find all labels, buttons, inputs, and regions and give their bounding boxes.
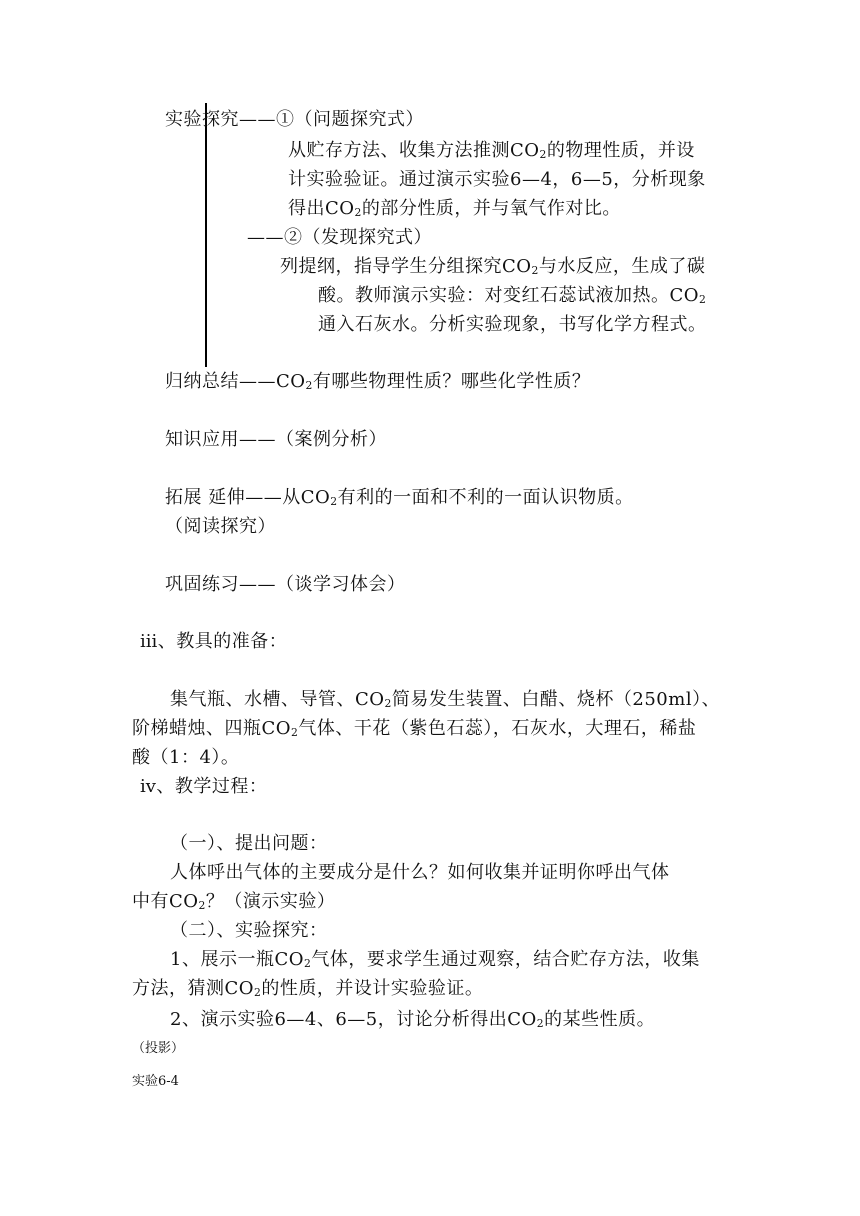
question-line-1: 人体呼出气体的主要成分是什么？如何收集并证明你呼出气体 (170, 862, 670, 883)
flow-application: 知识应用——（案例分析） (165, 429, 387, 450)
flow-connector-line (205, 103, 207, 367)
flow-exp1-line-2: 计实验验证。通过演示实验6—4，6—5，分析现象 (288, 169, 706, 190)
flow-consolidation: 巩固练习——（谈学习体会） (165, 574, 406, 595)
experiment-caption: 实验6-4 (132, 1074, 179, 1089)
flow-exp1-line-1: 从贮存方法、收集方法推测$CO_2$的物理性质，并设 (288, 140, 695, 162)
paragraph-1-line-2: 方法，猜测$CO_2$的性质，并设计实验验证。 (132, 978, 484, 1000)
paragraph-1-line-1: 1、展示一瓶$CO_2$气体，要求学生通过观察，结合贮存方法，收集 (170, 949, 700, 971)
flow-experiment-label: 实验探究——①（问题探究式） (165, 109, 424, 130)
flow-exp2-line-2: 酸。教师演示实验：对变红石蕊试液加热。$CO_2$ (318, 285, 707, 307)
section-3-line-3: 酸（1：4）。 (132, 747, 240, 768)
subsection-2-heading: （二）、实验探究： (170, 920, 328, 941)
flow-exp1-line-3: 得出$CO_2$的部分性质，并与氧气作对比。 (288, 198, 621, 220)
flow-extension: 拓展 延伸——从$CO_2$有利的一面和不利的一面认识物质。 (165, 487, 634, 509)
section-4-heading: ⅳ、教学过程： (140, 776, 268, 797)
flow-exp2-line-1: 列提纲，指导学生分组探究$CO_2$与水反应，生成了碳 (280, 256, 706, 278)
section-3-line-1: 集气瓶、水槽、导管、$CO_2$简易发生装置、白醋、烧杯（250ml）、 (170, 689, 721, 711)
question-line-2: 中有$CO_2$？（演示实验） (132, 891, 336, 913)
section-3-line-2: 阶梯蜡烛、四瓶$CO_2$气体、干花（紫色石蕊），石灰水，大理石，稀盐 (132, 718, 697, 740)
flow-extension-sub: （阅读探究） (165, 516, 276, 537)
flow-exp2-line-3: 通入石灰水。分析实验现象，书写化学方程式。 (318, 314, 707, 335)
projection-note: （投影） (132, 1041, 185, 1056)
section-3-heading: ⅲ、教具的准备： (140, 631, 288, 652)
paragraph-2: 2、演示实验6—4、6—5，讨论分析得出$CO_2$的某些性质。 (170, 1009, 656, 1031)
flow-exp2-label: ——②（发现探究式） (247, 227, 432, 248)
flow-summary: 归纳总结$——CO_2$有哪些物理性质？哪些化学性质？ (165, 371, 591, 393)
subsection-1-heading: （一）、提出问题： (170, 833, 328, 854)
